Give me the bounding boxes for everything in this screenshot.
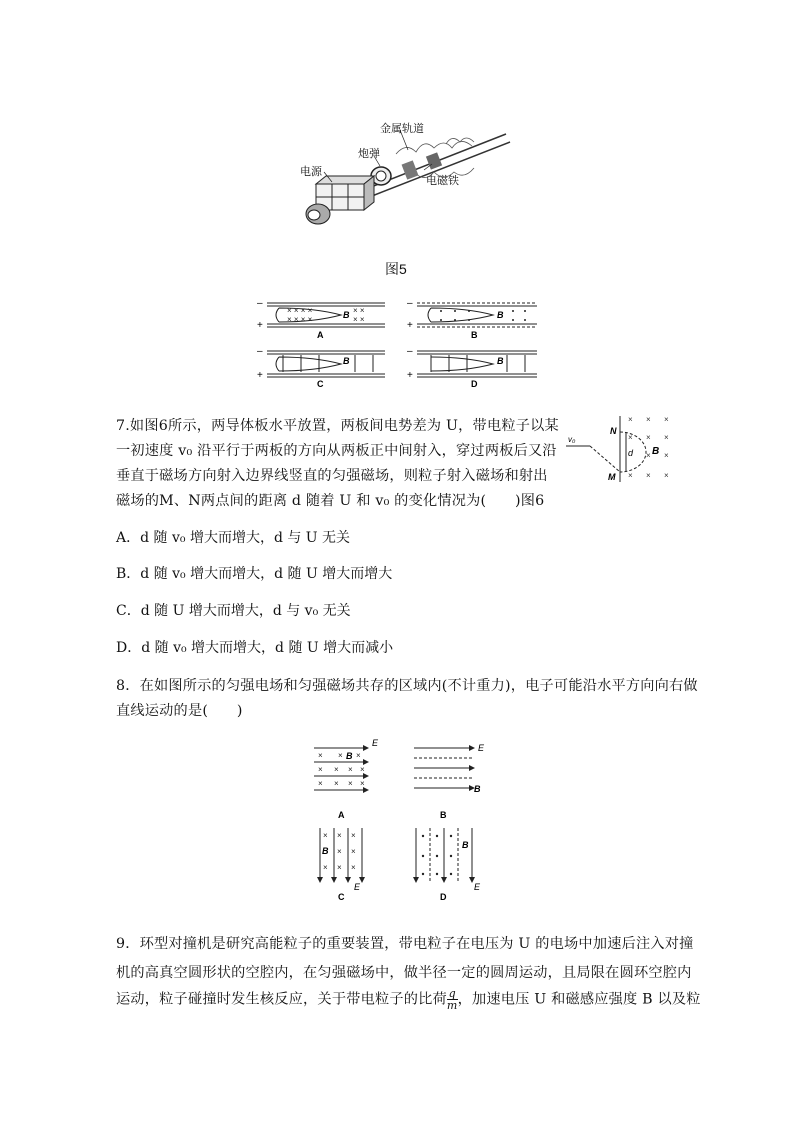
figure-5: [296, 104, 516, 234]
svg-text:×: ×: [351, 831, 356, 840]
svg-text:×: ×: [351, 863, 356, 872]
label-c: C: [317, 379, 324, 388]
q8-label-a: A: [338, 810, 345, 820]
q7-line-1: 7.如图6所示，两导体板水平放置，两板间电势差为 U，带电粒子以某: [116, 418, 559, 434]
diagram-c: [257, 346, 385, 388]
q7-option-c: C．d 随 U 增大而增大，d 与 v₀ 无关: [116, 603, 351, 619]
svg-text:×: ×: [646, 451, 651, 460]
svg-text:×: ×: [360, 779, 365, 788]
field-combination-diagrams: [306, 734, 502, 904]
charge-mass-ratio: [447, 988, 458, 1011]
q8-diagram-b: [414, 743, 485, 820]
q9-line-3-after: ，加速电压 U 和磁感应强度 B 以及粒: [457, 991, 701, 1008]
plus-d: +: [407, 370, 413, 381]
q8-b-e: E: [478, 743, 485, 753]
b-label-a: B: [343, 310, 350, 320]
svg-text:×: ×: [628, 433, 633, 442]
q8-line-1: 8．在如图所示的匀强电场和匀强磁场共存的区域内(不计重力)，电子可能沿水平方向向右做: [116, 678, 698, 694]
q7-option-d: D．d 随 v₀ 增大而增大，d 随 U 增大而减小: [116, 640, 394, 656]
svg-text:×: ×: [348, 779, 353, 788]
q8-label-d: D: [440, 892, 447, 902]
svg-text:×: ×: [334, 765, 339, 774]
q8-a-e: E: [372, 738, 379, 748]
svg-text:×: ×: [334, 779, 339, 788]
v0-label: v₀: [568, 435, 576, 444]
q7-option-a: A．d 随 v₀ 增大而增大，d 与 U 无关: [116, 530, 351, 546]
svg-text:×: ×: [318, 751, 323, 760]
q8-c-b: B: [322, 846, 329, 856]
svg-text:×: ×: [664, 451, 669, 460]
minus-c: –: [257, 346, 263, 357]
q7-line-4: 磁场的M、N两点间的距离 d 随着 U 和 v₀ 的变化情况为( )图6: [116, 493, 545, 509]
q8-d-e: E: [474, 882, 481, 892]
svg-text:× ×: × ×: [353, 306, 365, 315]
m-label: M: [608, 472, 616, 482]
plus-a: +: [257, 320, 263, 331]
svg-text:×: ×: [323, 831, 328, 840]
svg-text:×: ×: [664, 415, 669, 424]
magnetic-field-diagram: [562, 412, 678, 486]
q7-line-2: 一初速度 v₀ 沿平行于两板的方向从两板正中间射入，穿过两板后又沿: [116, 443, 557, 459]
minus-a: –: [257, 298, 263, 309]
label-d: D: [471, 379, 478, 388]
label-a: A: [317, 330, 324, 340]
q7-line-3: 垂直于磁场方向射入边界线竖直的匀强磁场，则粒子射入磁场和射出: [116, 468, 548, 484]
plate-field-diagrams: [255, 296, 555, 388]
d-label: d: [628, 448, 634, 458]
q9-line-1: 9．环型对撞机是研究高能粒子的重要装置，带电粒子在电压为 U 的电场中加速后注入对撞: [116, 936, 694, 952]
q8-diagram-d: [416, 828, 481, 902]
svg-text:×: ×: [337, 863, 342, 872]
label-projectile: 炮弹: [358, 147, 380, 160]
plus-c: +: [257, 370, 263, 381]
svg-text:×: ×: [338, 751, 343, 760]
figure-5-caption: 图5: [385, 261, 407, 277]
svg-text:×: ×: [348, 765, 353, 774]
q8-line-2: 直线运动的是( ): [116, 703, 243, 719]
svg-text:×: ×: [664, 433, 669, 442]
svg-text:×: ×: [628, 471, 633, 480]
label-b: B: [471, 330, 478, 340]
svg-text:× × × ×: × × × ×: [287, 306, 313, 315]
svg-text:×: ×: [337, 831, 342, 840]
q7-option-b: B．d 随 v₀ 增大而增大，d 随 U 增大而增大: [116, 566, 393, 582]
svg-text:×: ×: [351, 847, 356, 856]
plus-b: +: [407, 320, 413, 331]
b-label-fig6: B: [652, 446, 660, 457]
label-power: 电源: [300, 165, 322, 178]
q8-label-c: C: [338, 892, 345, 902]
n-label: N: [610, 426, 617, 436]
q9-line-3: [116, 988, 701, 1011]
q8-a-b: B: [346, 751, 353, 761]
q8-figures: [306, 734, 502, 904]
svg-text:×: ×: [646, 415, 651, 424]
diagram-b: [407, 298, 537, 340]
svg-text:×: ×: [664, 471, 669, 480]
label-magnet: 电磁铁: [426, 174, 459, 187]
q8-d-b: B: [462, 840, 469, 850]
svg-text:×: ×: [318, 765, 323, 774]
svg-text:×: ×: [323, 863, 328, 872]
svg-text:×: ×: [356, 751, 361, 760]
b-label-c: B: [343, 356, 350, 366]
svg-text:×: ×: [646, 471, 651, 480]
svg-text:×: ×: [337, 847, 342, 856]
minus-d: –: [407, 346, 413, 357]
frac-numerator: q: [448, 987, 456, 1000]
q9-line-2: 机的高真空圆形状的空腔内，在匀强磁场中，做半径一定的圆周运动，且局限在圆环空腔内: [116, 965, 692, 981]
svg-text:× × × ×: × × × ×: [287, 315, 313, 324]
q8-diagram-a: [314, 738, 379, 820]
q6-option-figures: [255, 296, 555, 388]
q8-b-b: B: [474, 784, 481, 794]
diagram-a: [257, 298, 385, 340]
svg-text:×: ×: [646, 433, 651, 442]
q8-c-e: E: [354, 882, 361, 892]
svg-text:×: ×: [628, 415, 633, 424]
b-label-b: B: [497, 310, 504, 320]
svg-text:×: ×: [360, 765, 365, 774]
svg-text:×: ×: [318, 779, 323, 788]
q9-line-3-before: 运动，粒子碰撞时发生核反应，关于带电粒子的比荷: [116, 991, 447, 1008]
figure-6: [562, 412, 678, 486]
frac-denominator: m: [446, 999, 458, 1012]
q8-label-b: B: [440, 810, 447, 820]
q8-diagram-c: [320, 828, 362, 902]
minus-b: –: [407, 298, 413, 309]
diagram-d: [407, 346, 537, 388]
label-rail: 金属轨道: [380, 122, 424, 135]
b-label-d: B: [497, 356, 504, 366]
svg-text:× ×: × ×: [353, 315, 365, 324]
